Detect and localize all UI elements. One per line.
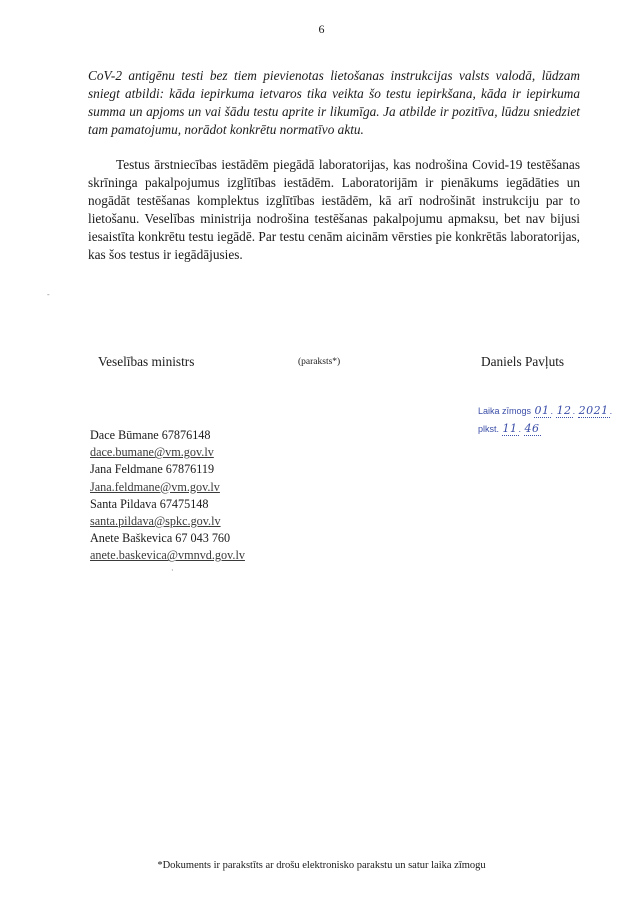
contact-name-phone: Jana Feldmane 67876119 — [90, 462, 215, 477]
answer-paragraph: Testus ārstniecības iestādēm piegādā laboratorijas, kas nodrošina Covid-19 testēšanas skrīninga pakalpojumus izglītības iestādēm. Laboratorijām ir pienākums iegādāties un nogādāt testēšanas komplektus izglītības iestādēm, kā arī nodrošināt instrukciju par to lietošanu. Veselības ministrija nodrošina testēšanas pakalpojumu apmaksu, bet nav bijusi iesaistīta konkrētu testu iegādē. Par testu cenām aicinām vērsties pie konkrētās laboratorijas, kas šos testus ir iegādājusies. — [88, 157, 580, 262]
stamp-month: 12 — [556, 404, 572, 417]
stamp-hour: 11 — [502, 422, 518, 435]
footnote: *Dokuments ir parakstīts ar drošu elektronisko parakstu un satur laika zīmogu — [157, 860, 486, 871]
question-paragraph: CoV-2 antigēnu testi bez tiem pievienotas lietošanas instrukcijas valsts valodā, lūdzam sniegt atbildi: kāda iepirkuma ietvaros tika veikta šo testu iepirkšana, kāda ir iepirkuma summa un apjoms un vai šādu testu aprite ir likumīga. Ja atbilde ir pozitīva, lūdzu sniedziet tam pamatojumu, norādot konkrētu normatīvo aktu. — [88, 68, 580, 137]
contact-email-link[interactable]: anete.baskevica@vmnvd.gov.lv — [90, 548, 245, 563]
margin-mark: - — [47, 290, 50, 299]
stamp-time-label: plkst. — [478, 424, 500, 434]
contact-name-phone: Anete Baškevica 67 043 760 — [90, 531, 231, 546]
stamp-date-label: Laika zīmogs — [478, 406, 532, 416]
contact-name-phone: Santa Pildava 67475148 — [90, 496, 209, 511]
contact-list — [90, 427, 350, 565]
time-stamp — [478, 402, 618, 438]
stamp-date-line: Laika zīmogs 01. 12. 2021. — [478, 404, 613, 417]
stamp-minute: 46 — [524, 422, 540, 435]
contact-email-link[interactable]: santa.pildava@spkc.gov.lv — [90, 514, 221, 529]
signature-mark: (paraksts*) — [298, 357, 341, 367]
stamp-day: 01 — [534, 404, 550, 417]
contact-email-link[interactable]: Jana.feldmane@vm.gov.lv — [90, 479, 220, 494]
page-number: 6 — [318, 22, 325, 36]
stamp-year: 2021 — [578, 404, 609, 417]
signatory-title: Veselības ministrs — [98, 354, 195, 369]
signatory-name: Daniels Pavļuts — [481, 354, 565, 369]
stray-mark: · — [171, 566, 174, 575]
contact-email-link[interactable]: dace.bumane@vm.gov.lv — [90, 445, 214, 460]
stamp-time-line: plkst. 11. 46 — [478, 422, 540, 435]
contact-name-phone: Dace Būmane 67876148 — [90, 428, 211, 442]
